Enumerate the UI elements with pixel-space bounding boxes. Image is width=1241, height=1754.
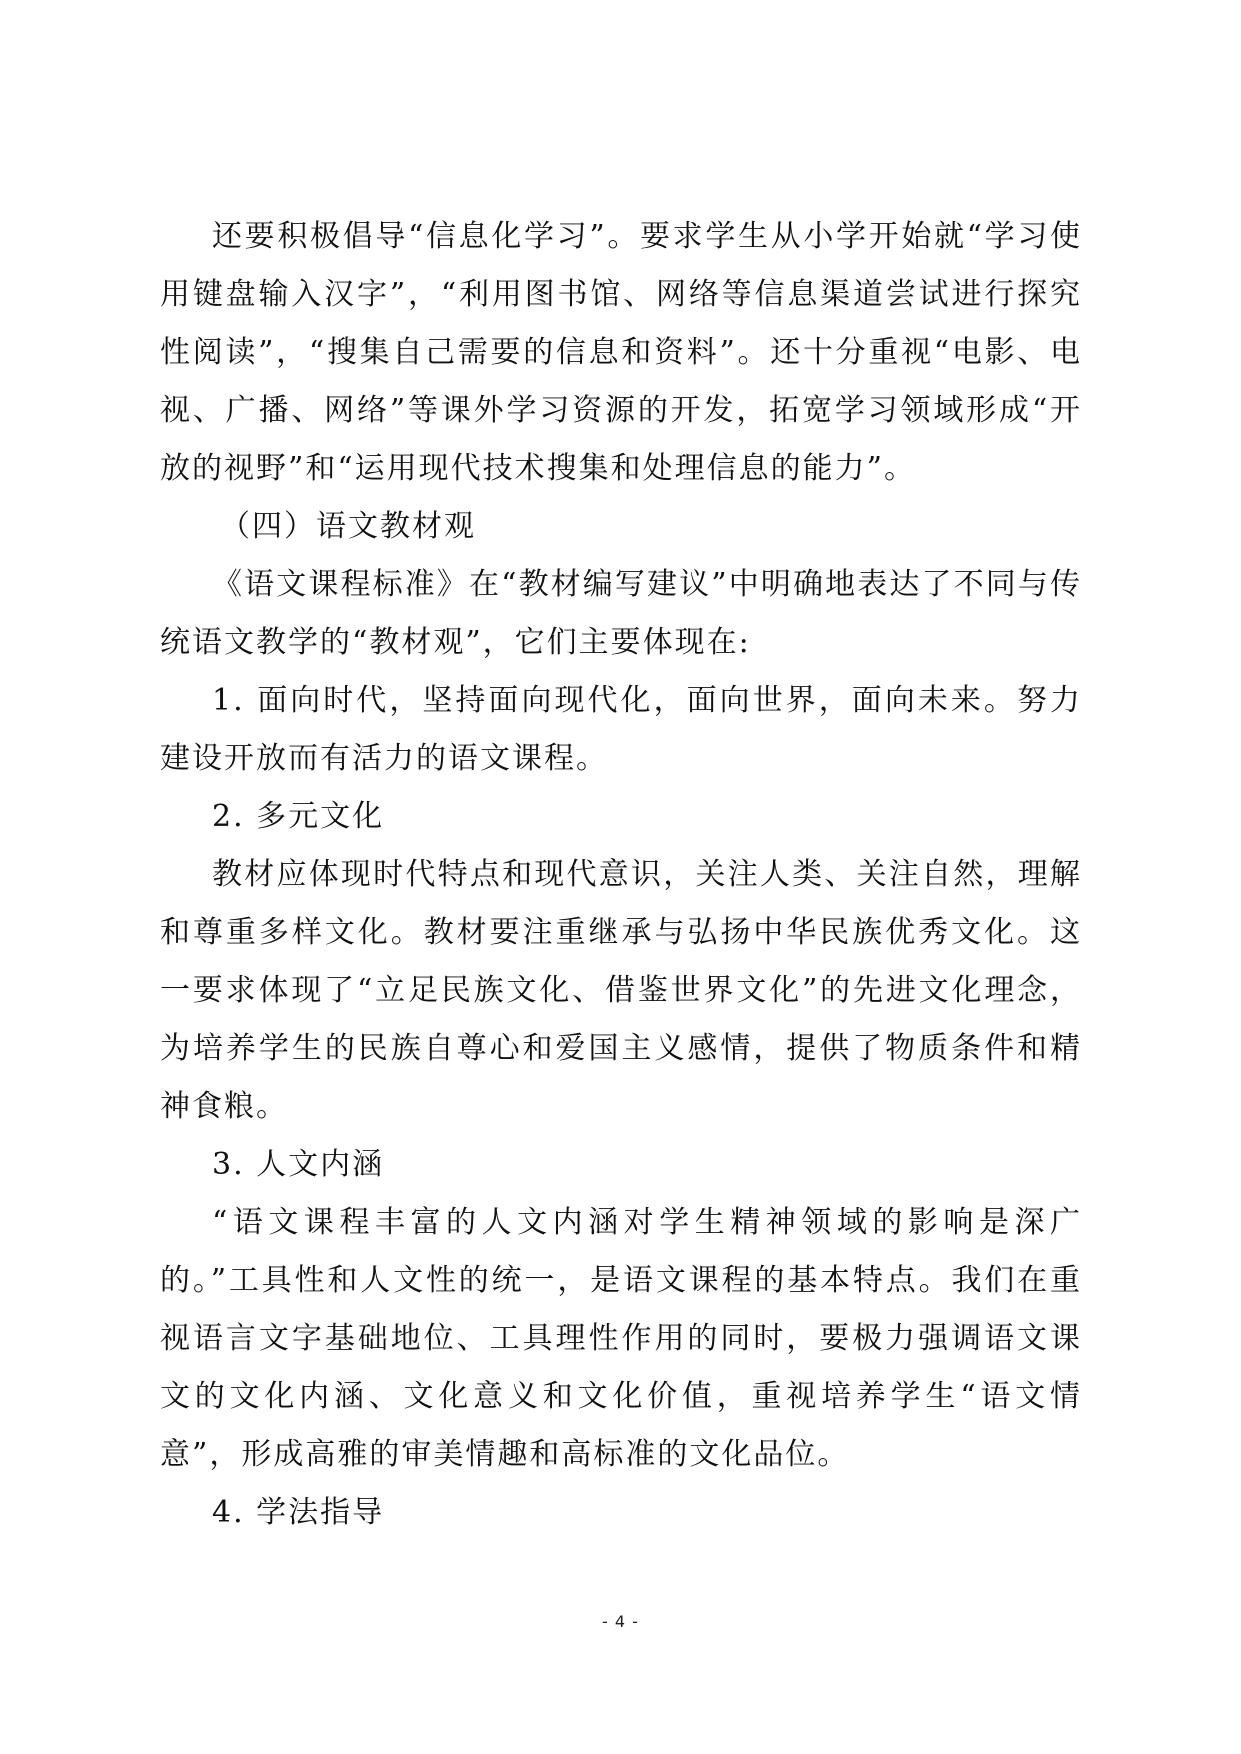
- paragraph-information-learning: 还要积极倡导“信息化学习”。要求学生从小学开始就“学习使用键盘输入汉字”，“利用图书馆、网络等信息渠道尝试进行探究性阅读”，“搜集自己需要的信息和资料”。还十分重视“电影、电视、广播、网络”等课外学习资源的开发，拓宽学习领域形成“开放的视野”和“运用现代技术搜集和处理信息的能力”。: [160, 219, 1082, 486]
- subheading-humanistic-connotation: 3. 人文内涵: [212, 1147, 385, 1182]
- paragraph-textbook-view-intro: 《语文课程标准》在“教材编写建议”中明确地表达了不同与传统语文教学的“教材观”，它们主要体现在:: [160, 567, 1082, 660]
- subheading-multicultural: 2. 多元文化: [212, 799, 385, 834]
- subheading-study-method-guidance: 4. 学法指导: [212, 1495, 385, 1530]
- paragraph-humanistic-connotation: “语文课程丰富的人文内涵对学生精神领域的影响是深广的。”工具性和人文性的统一，是语文课程的基本特点。我们在重视语言文字基础地位、工具理性作用的同时，要极力强调语文课文的文化内涵、文化意义和文化价值，重视培养学生“语文情意”，形成高雅的审美情趣和高标准的文化品位。: [160, 1205, 1082, 1472]
- paragraph-item-1-modern-times: 1. 面向时代，坚持面向现代化，面向世界，面向未来。努力建设开放而有活力的语文课程。: [160, 683, 1082, 776]
- document-body: [160, 208, 1082, 1542]
- paragraph-multicultural: 教材应体现时代特点和现代意识，关注人类、关注自然，理解和尊重多样文化。教材要注重继承与弘扬中华民族优秀文化。这一要求体现了“立足民族文化、借鉴世界文化”的先进文化理念，为培养学生的民族自尊心和爱国主义感情，提供了物质条件和精神食粮。: [160, 857, 1082, 1124]
- section-heading-textbook-view: （四）语文教材观: [220, 509, 476, 544]
- page-number: - 4 -: [602, 1612, 639, 1631]
